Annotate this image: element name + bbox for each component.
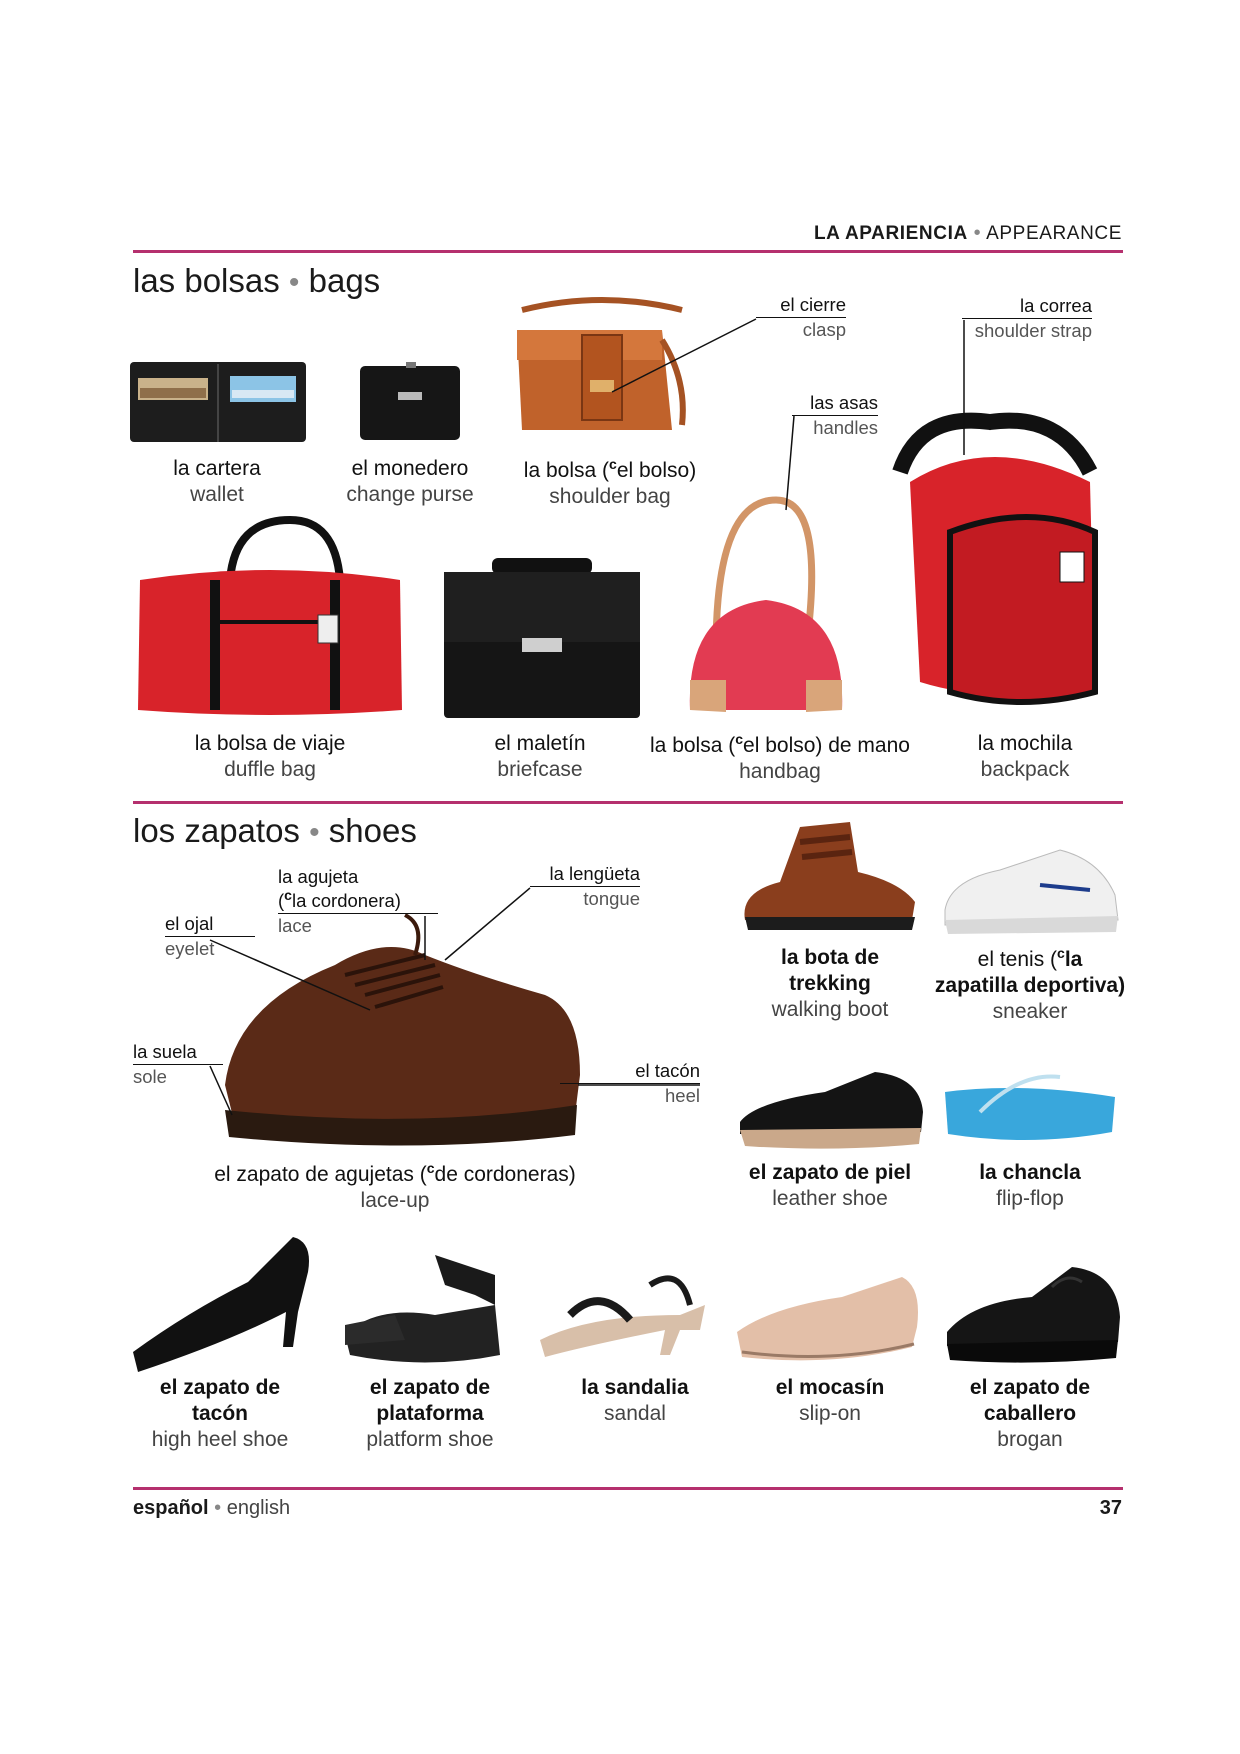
bullet-separator: • xyxy=(214,1497,222,1519)
section-rule xyxy=(133,801,1123,804)
term-en: high heel shoe xyxy=(151,1428,289,1451)
term-es: zapatilla deportiva) xyxy=(934,974,1126,997)
term-es: la chancla xyxy=(979,1161,1081,1184)
sneaker-image xyxy=(940,850,1120,935)
callout-en: eyelet xyxy=(165,936,255,961)
callout-es: la correa xyxy=(1020,295,1092,316)
chapter-title-en: APPEARANCE xyxy=(986,223,1122,244)
term-es-part: la bolsa ( xyxy=(523,459,610,482)
term-es: la sandalia xyxy=(581,1376,689,1399)
caption-lace-up xyxy=(160,1162,630,1214)
term-en: wallet xyxy=(190,483,244,506)
caption-platform-shoe xyxy=(340,1375,520,1453)
caption-shoulder-bag xyxy=(500,458,720,510)
term-es-part: el bolso) xyxy=(616,459,697,482)
brogan-image xyxy=(942,1262,1122,1367)
bullet-separator: • xyxy=(973,222,982,244)
leather-shoe-image xyxy=(735,1072,925,1152)
callout-es: la suela xyxy=(133,1041,197,1062)
term-en: handbag xyxy=(739,760,821,783)
term-es: caballero xyxy=(983,1402,1077,1425)
flip-flop-image xyxy=(940,1072,1120,1147)
walking-boot-image xyxy=(740,822,920,932)
chapter-title-es: LA APARIENCIA xyxy=(813,223,968,244)
callout-en: sole xyxy=(133,1064,223,1089)
callout-en: clasp xyxy=(756,317,846,342)
term-es: la bota de xyxy=(780,946,880,969)
section-title-shoes xyxy=(133,812,417,850)
bullet-separator: • xyxy=(309,816,320,849)
term-es: el zapato de xyxy=(369,1376,491,1399)
callout-handles xyxy=(792,391,878,440)
term-es: la cartera xyxy=(173,457,261,480)
caption-sneaker xyxy=(925,947,1135,1025)
term-es: trekking xyxy=(789,972,871,995)
footer-lang-es: español xyxy=(133,1497,209,1519)
callout-sole xyxy=(133,1040,223,1089)
term-es: tacón xyxy=(191,1402,248,1425)
caption-backpack xyxy=(940,731,1110,783)
shoulder-bag-image xyxy=(512,300,692,445)
caption-walking-boot xyxy=(740,945,920,1023)
callout-es: el ojal xyxy=(165,913,214,934)
term-es: el zapato de piel xyxy=(748,1161,912,1184)
term-es: el mocasín xyxy=(775,1376,885,1399)
callout-heel xyxy=(560,1059,700,1108)
caption-change-purse xyxy=(330,456,490,508)
header-rule xyxy=(133,250,1123,253)
footer-languages xyxy=(133,1497,290,1520)
page-number: 37 xyxy=(1099,1497,1122,1519)
c-mark: c xyxy=(609,456,617,472)
callout-en: handles xyxy=(792,415,878,440)
footer-lang-en: english xyxy=(226,1497,291,1519)
caption-slip-on xyxy=(740,1375,920,1427)
caption-high-heel-shoe xyxy=(130,1375,310,1453)
term-en: shoulder bag xyxy=(549,485,671,508)
caption-briefcase xyxy=(455,731,625,783)
callout-tongue xyxy=(530,862,640,911)
callout-es: la lengüeta xyxy=(549,863,640,884)
sandal-image xyxy=(530,1245,715,1360)
caption-brogan xyxy=(940,1375,1120,1453)
callout-shoulder-strap xyxy=(962,294,1092,343)
term-es-part: el zapato de agujetas ( xyxy=(214,1163,427,1186)
term-es: el maletín xyxy=(494,732,586,755)
term-en: briefcase xyxy=(497,758,583,781)
term-en: brogan xyxy=(997,1428,1063,1451)
term-en: leather shoe xyxy=(772,1187,888,1210)
slip-on-image xyxy=(732,1272,922,1367)
c-mark: c xyxy=(1057,945,1065,961)
backpack-image xyxy=(890,412,1110,712)
callout-es: la agujeta xyxy=(278,866,359,887)
high-heel-shoe-image xyxy=(128,1232,318,1372)
callout-lace xyxy=(278,865,438,938)
lace-up-shoe-image xyxy=(215,915,585,1155)
caption-flip-flop xyxy=(945,1160,1115,1212)
term-en: slip-on xyxy=(799,1402,861,1425)
callout-en: heel xyxy=(560,1083,700,1108)
section-title-es: los zapatos xyxy=(133,812,300,849)
caption-handbag xyxy=(630,733,930,785)
caption-leather-shoe xyxy=(740,1160,920,1212)
term-en: flip-flop xyxy=(996,1187,1064,1210)
callout-es: el tacón xyxy=(635,1060,700,1081)
callout-es: el cierre xyxy=(780,294,846,315)
callout-en: lace xyxy=(278,913,438,938)
callout-en: tongue xyxy=(530,886,640,911)
callout-es-part: la cordonera) xyxy=(291,890,401,911)
callout-en: shoulder strap xyxy=(962,318,1092,343)
term-en: backpack xyxy=(980,758,1070,781)
term-en: platform shoe xyxy=(366,1428,494,1451)
briefcase-image xyxy=(444,558,640,718)
term-es: el zapato de xyxy=(969,1376,1091,1399)
caption-wallet xyxy=(137,456,297,508)
c-mark: c xyxy=(426,1160,435,1176)
term-es: plataforma xyxy=(376,1402,484,1425)
platform-shoe-image xyxy=(335,1245,515,1370)
caption-sandal xyxy=(550,1375,720,1427)
callout-clasp xyxy=(756,293,846,342)
term-es-part: el tenis ( xyxy=(977,948,1058,971)
term-en: sandal xyxy=(604,1402,666,1425)
term-es: la mochila xyxy=(977,732,1073,755)
change-purse-image xyxy=(358,362,462,442)
section-title-en: shoes xyxy=(328,812,417,849)
term-en: sneaker xyxy=(992,1000,1068,1023)
term-es-part: el bolso) de mano xyxy=(743,734,910,757)
duffle-bag-image xyxy=(130,520,410,720)
caption-duffle-bag xyxy=(160,731,380,783)
handbag-image xyxy=(686,500,846,720)
term-en: change purse xyxy=(346,483,474,506)
term-es: la bolsa de viaje xyxy=(194,732,346,755)
section-title-en: bags xyxy=(308,262,381,299)
footer-rule xyxy=(133,1487,1123,1490)
term-es: el monedero xyxy=(351,457,469,480)
callout-es: las asas xyxy=(810,392,878,413)
section-title-bags xyxy=(133,262,380,300)
term-es-part: la bolsa ( xyxy=(650,734,736,757)
term-es-part: de cordoneras) xyxy=(434,1163,576,1186)
term-en: walking boot xyxy=(771,998,889,1021)
term-en: duffle bag xyxy=(224,758,316,781)
wallet-image xyxy=(128,360,308,445)
c-mark: c xyxy=(284,886,292,903)
section-title-es: las bolsas xyxy=(133,262,280,299)
term-es-part: la xyxy=(1064,948,1083,971)
callout-eyelet xyxy=(165,912,255,961)
chapter-heading xyxy=(814,222,1122,245)
term-en: lace-up xyxy=(360,1189,430,1212)
callout-es-part: ( xyxy=(278,890,285,911)
c-mark: c xyxy=(735,731,744,747)
bullet-separator: • xyxy=(288,266,300,299)
term-es: el zapato de xyxy=(159,1376,281,1399)
